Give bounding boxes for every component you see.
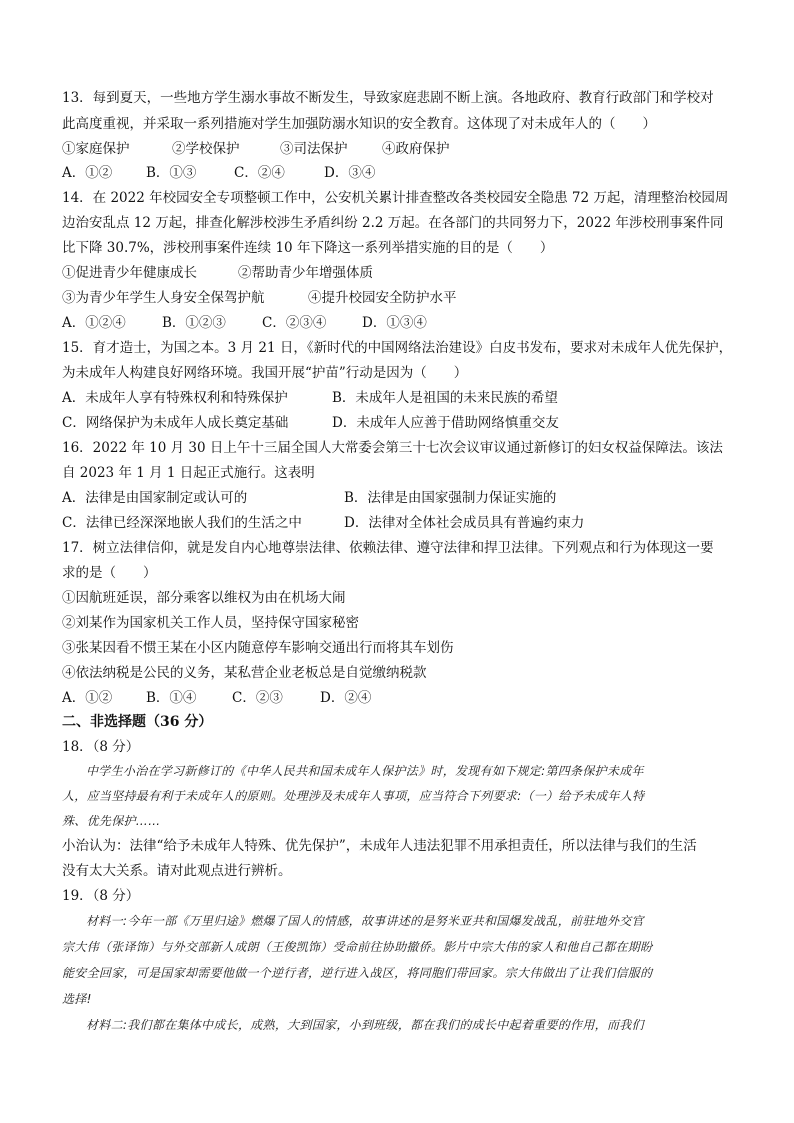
q15-options-row-1 bbox=[62, 388, 742, 408]
q15-option-a: A．未成年人享有特殊权利和特殊保护 bbox=[62, 390, 288, 406]
q17-item-3: ③张某因看不惯王某在小区内随意停车影响交通出行而将其车划伤 bbox=[62, 640, 454, 656]
q13-item-1: ①家庭保护 bbox=[62, 141, 130, 157]
q14-items-row-2 bbox=[62, 288, 742, 308]
q16-options-row-1 bbox=[62, 488, 742, 508]
q14-option-a: A．①②④ bbox=[62, 315, 126, 331]
q15-stem-line-2: 为未成年人构建良好网络环境。我国开展“护苗”行动是因为（ ） bbox=[62, 365, 468, 381]
q13-option-b: B．①③ bbox=[146, 165, 197, 181]
q18-material-line-1 bbox=[62, 759, 738, 784]
q14-option-b: B．①②③ bbox=[162, 315, 226, 331]
q17-stem-line-1: 17．树立法律信仰，就是发自内心地尊崇法律、依赖法律、遵守法律和捍卫法律。下列观点和行为体现这一要 bbox=[62, 540, 714, 556]
q16-stem-line-1: 16．2022 年 10 月 30 日上午十三届全国人大常委会第三十七次会议审议通过新修订的妇女权益保障法。该法 bbox=[62, 440, 723, 456]
q13-stem-line-2: 此高度重视，并采取一系列措施对学生加强防溺水知识的安全教育。这体现了对未成年人的（ ） bbox=[62, 116, 656, 132]
q18-material-line-2: 人，应当坚持最有利于未成年人的原则。处理涉及未成年人事项，应当符合下列要求:（一）给予未成年人特 bbox=[62, 789, 645, 803]
q15-option-c: C．网络保护为未成年人成长奠定基础 bbox=[62, 415, 289, 431]
q19-label: 19．（8 分） bbox=[62, 888, 140, 904]
q16-option-b: B．法律是由国家强制力保证实施的 bbox=[344, 490, 557, 506]
q14-item-2: ②帮助青少年增强体质 bbox=[238, 265, 373, 281]
q16-option-d: D．法律对全体社会成员具有普遍约束力 bbox=[344, 515, 585, 531]
q13-options bbox=[62, 163, 742, 183]
q17-option-b: B．①④ bbox=[146, 690, 197, 706]
q19-material2-text-1: 材料二:我们都在集体中成长，成熟，大到国家，小到班级，都在我们的成长中起着重要的作用，而我们 bbox=[86, 1018, 644, 1032]
q14-option-d: D．①③④ bbox=[362, 315, 427, 331]
q16-option-c: C．法律已经深深地嵌人我们的生活之中 bbox=[62, 515, 302, 531]
q14-item-3: ③为青少年学生人身安全保驾护航 bbox=[62, 290, 265, 306]
q19-material1-line-3: 能安全回家，可是国家却需要他做一个逆行者，逆行进入战区，将同胞们带回家。宗大伟做出了让我们信服的 bbox=[62, 966, 653, 980]
q17-item-4: ④依法纳税是公民的义务，某私营企业老板总是自觉缴纳税款 bbox=[62, 665, 427, 681]
q19-material1-line-2: 宗大伟（张译饰）与外交部新人成朗（王俊凯饰）受命前往协助撤侨。影片中宗大伟的家人和他自己都在期盼 bbox=[62, 940, 653, 954]
q15-stem-line-1: 15．育才造士，为国之本。3 月 21 日，《新时代的中国网络法治建设》白皮书发布，要求对未成年人优先保护， bbox=[62, 340, 733, 356]
q17-option-a: A．①② bbox=[62, 690, 113, 706]
q14-items-row-1 bbox=[62, 263, 742, 283]
q18-label: 18．（8 分） bbox=[62, 739, 140, 755]
q14-stem-line-2: 边治安乱点 12 万起，排查化解涉校涉生矛盾纠纷 2.2 万起。在各部门的共同努力下，2022 年涉校刑事案件同 bbox=[62, 215, 724, 231]
q17-options bbox=[62, 688, 742, 708]
q13-item-3: ③司法保护 bbox=[280, 141, 348, 157]
q17-item-2: ②刘某作为国家机关工作人员，坚持保守国家秘密 bbox=[62, 615, 359, 631]
q14-stem-line-3: 比下降 30.7%，涉校刑事案件连续 10 年下降这一系列举措实施的目的是（ ） bbox=[62, 240, 554, 256]
q16-option-a: A．法律是由国家制定或认可的 bbox=[62, 490, 248, 506]
q14-item-4: ④提升校园安全防护水平 bbox=[308, 290, 457, 306]
section-2-heading: 二、非选择题（36 分） bbox=[62, 714, 213, 730]
q14-option-c: C．②③④ bbox=[262, 315, 327, 331]
q17-option-c: C．②③ bbox=[232, 690, 283, 706]
q13-option-c: C．②④ bbox=[234, 165, 285, 181]
q13-items bbox=[62, 139, 742, 159]
q16-options-row-2 bbox=[62, 513, 742, 533]
q19-material1-line-4: 选择! bbox=[62, 992, 92, 1006]
q15-options-row-2 bbox=[62, 413, 742, 433]
q15-option-b: B．未成年人是祖国的未来民族的希望 bbox=[332, 390, 558, 406]
q19-material1-text-1: 材料一:今年一部《万里归途》燃爆了国人的情感，故事讲述的是努米亚共和国爆发战乱，前驻地外交官 bbox=[86, 914, 644, 928]
q15-option-d: D．未成年人应善于借助网络慎重交友 bbox=[332, 415, 559, 431]
q13-item-2: ②学校保护 bbox=[172, 141, 240, 157]
q19-material2-line-1 bbox=[62, 1013, 738, 1038]
q18-text-line-1: 小治认为：法律“给予未成年人特殊、优先保护”，未成年人违法犯罪不用承担责任，所以法律与我们的生活 bbox=[62, 838, 697, 854]
q19-material1-line-1 bbox=[62, 909, 738, 934]
q14-item-1: ①促进青少年健康成长 bbox=[62, 265, 197, 281]
q18-text-line-2: 没有太大关系。请对此观点进行辨析。 bbox=[62, 863, 292, 879]
q17-item-1: ①因航班延误，部分乘客以维权为由在机场大闹 bbox=[62, 590, 346, 606]
q16-stem-line-2: 自 2023 年 1 月 1 日起正式施行。这表明 bbox=[62, 465, 315, 481]
q13-option-a: A．①② bbox=[62, 165, 113, 181]
q17-option-d: D．②④ bbox=[320, 690, 372, 706]
q13-option-d: D．③④ bbox=[324, 165, 376, 181]
q14-stem-line-1: 14．在 2022 年校园安全专项整顿工作中，公安机关累计排查整改各类校园安全隐患 72 万起，清理整治校园周 bbox=[62, 190, 729, 206]
q14-options bbox=[62, 313, 742, 333]
q13-item-4: ④政府保护 bbox=[382, 141, 450, 157]
q18-material-text-1: 中学生小治在学习新修订的《中华人民共和国未成年人保护法》时，发现有如下规定:第四条保护未成年 bbox=[86, 764, 644, 778]
q17-stem-line-2: 求的是（ ） bbox=[62, 565, 157, 581]
q18-material-line-3: 殊、优先保护…… bbox=[62, 814, 161, 828]
q13-stem-line-1: 13．每到夏天，一些地方学生溺水事故不断发生，导致家庭悲剧不断上演。各地政府、教育行政部门和学校对 bbox=[62, 90, 714, 106]
